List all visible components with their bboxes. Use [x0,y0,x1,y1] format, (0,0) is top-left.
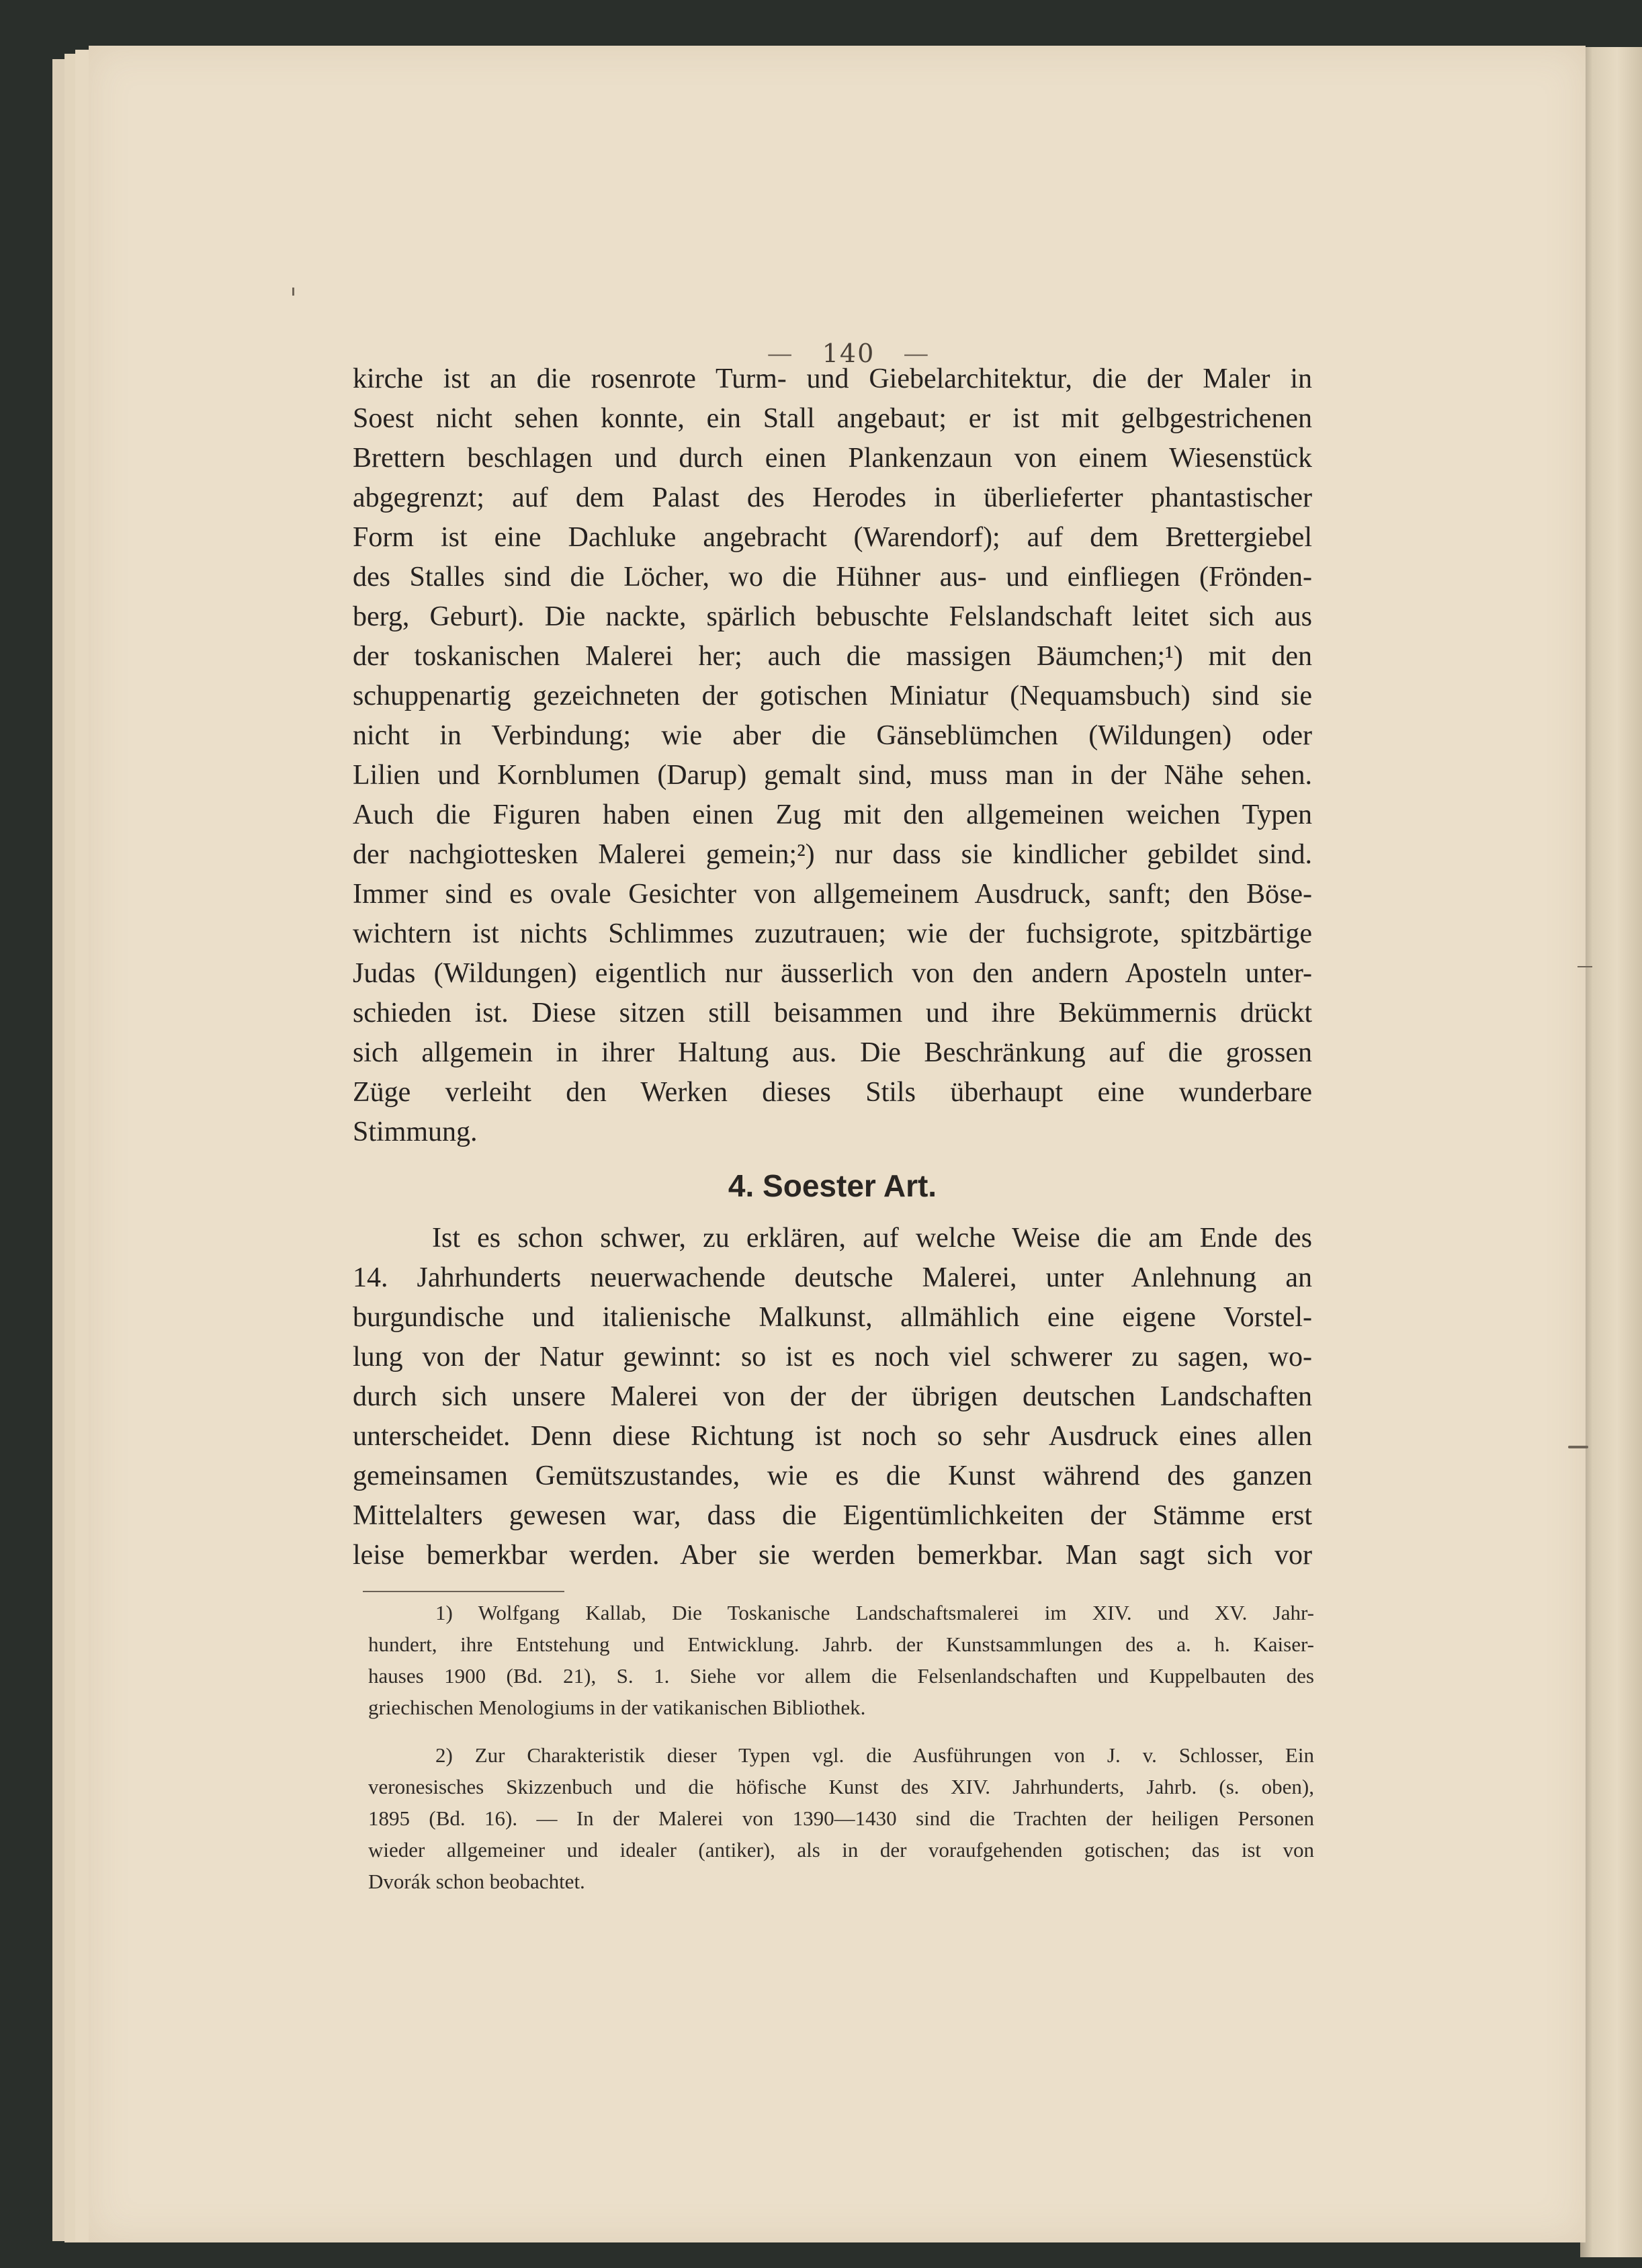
text-line: der nachgiottesken Malerei gemein;²) nur dass sie kindlicher gebildet sind. [353,839,1312,870]
text-line: lung von der Natur gewinnt: so ist es noch viel schwerer zu sagen, wo- [353,1342,1312,1372]
text-line: Brettern beschlagen und durch einen Plankenzaun von einem Wiesenstück [353,443,1312,474]
body-paragraph-2 [353,1219,1312,1575]
text-line: leise bemerkbar werden. Aber sie werden bemerkbar. Man sagt sich vor [353,1540,1312,1571]
footnote-line: Dvorák schon beobachtet. [368,1870,585,1893]
margin-mark [292,288,294,296]
footnote-line: veronesisches Skizzenbuch und die höfische Kunst des XIV. Jahrhunderts, Jahrb. (s. oben), [368,1775,1314,1798]
text-line: Ist es schon schwer, zu erklären, auf welche Weise die am Ende des [432,1223,1312,1254]
text-line: schuppenartig gezeichneten der gotischen Miniatur (Nequamsbuch) sind sie [353,681,1312,711]
page-number-dash-left: — [767,339,794,368]
text-line: unterscheidet. Denn diese Richtung ist noch so sehr Ausdruck eines allen [353,1421,1312,1452]
footnote-line: hundert, ihre Entstehung und Entwicklung. Jahrb. der Kunstsammlungen des a. h. Kaiser- [368,1632,1314,1656]
text-line: Stimmung. [353,1117,478,1147]
margin-mark [1568,1446,1588,1448]
footnote-2 [368,1739,1314,1897]
text-line: des Stalles sind die Löcher, wo die Hühner aus- und einfliegen (Frönden- [353,562,1312,593]
text-line: abgegrenzt; auf dem Palast des Herodes in überlieferter phantastischer [353,482,1312,513]
section-heading: 4. Soester Art. [728,1168,937,1203]
text-line: Mittelalters gewesen war, dass die Eigentümlichkeiten der Stämme erst [353,1500,1312,1531]
text-line: der toskanischen Malerei her; auch die massigen Bäumchen;¹) mit den [353,641,1312,672]
text-line: Judas (Wildungen) eigentlich nur äusserlich von den andern Aposteln unter- [353,958,1312,989]
text-line: wichtern ist nichts Schlimmes zuzutrauen; wie der fuchsigrote, spitzbärtige [353,918,1312,949]
page-number-value: 140 [822,339,875,368]
footnote-line: 1895 (Bd. 16). — In der Malerei von 1390—1430 sind die Trachten der heiligen Personen [368,1806,1314,1830]
text-line: Form ist eine Dachluke angebracht (Warendorf); auf dem Brettergiebel [353,522,1312,553]
footnote-line: 2) Zur Charakteristik dieser Typen vgl. die Ausführungen von J. v. Schlosser, Ein [435,1743,1314,1767]
text-line: durch sich unsere Malerei von der der übrigen deutschen Landschaften [353,1381,1312,1412]
body-paragraph-1 [353,359,1312,1152]
page-number-dash-right: — [903,339,931,368]
text-line: sich allgemein in ihrer Haltung aus. Die Beschränkung auf die grossen [353,1037,1312,1068]
text-line: burgundische und italienische Malkunst, allmählich eine eigene Vorstel- [353,1302,1312,1333]
text-line: schieden ist. Diese sitzen still beisammen und ihre Bekümmernis drückt [353,998,1312,1029]
text-line: Lilien und Kornblumen (Darup) gemalt sind, muss man in der Nähe sehen. [353,760,1312,791]
right-page-stack [1580,47,1642,2257]
text-line: kirche ist an die rosenrote Turm- und Giebelarchitektur, die der Maler in [353,363,1312,394]
text-line: 14. Jahrhunderts neuerwachende deutsche Malerei, unter Anlehnung an [353,1262,1312,1293]
text-line: Soest nicht sehen konnte, ein Stall angebaut; er ist mit gelbgestrichenen [353,403,1312,434]
footnote-divider [363,1591,564,1592]
margin-mark [1578,966,1592,967]
footnote-1 [368,1597,1314,1723]
footnote-line: wieder allgemeiner und idealer (antiker), als in der voraufgehenden gotischen; das ist von [368,1838,1314,1862]
text-line: gemeinsamen Gemütszustandes, wie es die Kunst während des ganzen [353,1460,1312,1491]
footnote-line: hauses 1900 (Bd. 21), S. 1. Siehe vor allem die Felsenlandschaften und Kuppelbauten des [368,1664,1314,1688]
text-line: Immer sind es ovale Gesichter von allgemeinem Ausdruck, sanft; den Böse- [353,879,1312,910]
text-line: berg, Geburt). Die nackte, spärlich bebuschte Felslandschaft leitet sich aus [353,601,1312,632]
text-line: nicht in Verbindung; wie aber die Gänseblümchen (Wildungen) oder [353,720,1312,751]
text-line: Züge verleiht den Werken dieses Stils überhaupt eine wunderbare [353,1077,1312,1108]
footnote-line: griechischen Menologiums in der vatikanischen Bibliothek. [368,1696,866,1719]
footnote-line: 1) Wolfgang Kallab, Die Toskanische Landschaftsmalerei im XIV. und XV. Jahr- [435,1601,1314,1624]
text-line: Auch die Figuren haben einen Zug mit den allgemeinen weichen Typen [353,799,1312,830]
